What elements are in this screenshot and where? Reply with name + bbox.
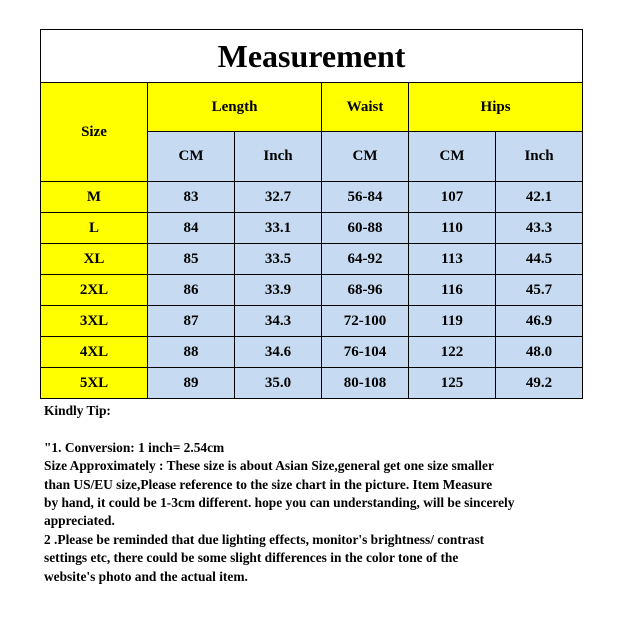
waist-header: Waist	[322, 83, 409, 132]
hips-cm-cell: 107	[409, 182, 496, 213]
length-header: Length	[148, 83, 322, 132]
length-cm-cell: 84	[148, 213, 235, 244]
notes-section	[44, 402, 604, 586]
hips-inch-cell: 42.1	[496, 182, 583, 213]
length-inch-cell: 32.7	[235, 182, 322, 213]
unit-header: Inch	[496, 132, 583, 182]
table-row	[41, 368, 583, 399]
length-cm-cell: 86	[148, 275, 235, 306]
table-row	[41, 275, 583, 306]
waist-cm-cell: 64-92	[322, 244, 409, 275]
hips-cm-cell: 125	[409, 368, 496, 399]
length-inch-cell: 35.0	[235, 368, 322, 399]
hips-inch-cell: 45.7	[496, 275, 583, 306]
hips-cm-cell: 122	[409, 337, 496, 368]
table-row	[41, 213, 583, 244]
hips-inch-cell: 43.3	[496, 213, 583, 244]
chart-title: Measurement	[41, 30, 583, 83]
length-cm-cell: 89	[148, 368, 235, 399]
unit-header: CM	[148, 132, 235, 182]
hips-inch-cell: 44.5	[496, 244, 583, 275]
hips-inch-cell: 48.0	[496, 337, 583, 368]
note-line: website's photo and the actual item.	[44, 568, 248, 584]
waist-cm-cell: 68-96	[322, 275, 409, 306]
note-line: by hand, it could be 1-3cm different. hope you can understanding, will be sincerely	[44, 495, 515, 511]
size-cell: 4XL	[41, 337, 148, 368]
size-cell: 2XL	[41, 275, 148, 306]
note-line: Size Approximately : These size is about Asian Size,general get one size smaller	[44, 458, 494, 474]
unit-header: CM	[409, 132, 496, 182]
hips-inch-cell: 46.9	[496, 306, 583, 337]
length-inch-cell: 33.9	[235, 275, 322, 306]
length-cm-cell: 87	[148, 306, 235, 337]
length-cm-cell: 85	[148, 244, 235, 275]
size-cell: XL	[41, 244, 148, 275]
spacer	[44, 420, 604, 438]
hips-cm-cell: 116	[409, 275, 496, 306]
kindly-tip-label: Kindly Tip:	[44, 403, 111, 418]
hips-cm-cell: 113	[409, 244, 496, 275]
waist-cm-cell: 72-100	[322, 306, 409, 337]
length-inch-cell: 33.5	[235, 244, 322, 275]
table-row	[41, 306, 583, 337]
waist-cm-cell: 80-108	[322, 368, 409, 399]
waist-cm-cell: 76-104	[322, 337, 409, 368]
note-line: "1. Conversion: 1 inch= 2.54cm	[44, 439, 225, 455]
size-header: Size	[41, 83, 148, 182]
note-line: appreciated.	[44, 513, 115, 529]
table-row	[41, 244, 583, 275]
hips-cm-cell: 110	[409, 213, 496, 244]
hips-inch-cell: 49.2	[496, 368, 583, 399]
waist-cm-cell: 60-88	[322, 213, 409, 244]
unit-header: CM	[322, 132, 409, 182]
size-chart-table	[40, 29, 583, 399]
table-row	[41, 182, 583, 213]
note-line: 2 .Please be reminded that due lighting effects, monitor's brightness/ contrast	[44, 531, 485, 547]
length-inch-cell: 34.6	[235, 337, 322, 368]
note-line: settings etc, there could be some slight differences in the color tone of the	[44, 550, 459, 566]
length-inch-cell: 33.1	[235, 213, 322, 244]
size-cell: 3XL	[41, 306, 148, 337]
size-cell: L	[41, 213, 148, 244]
table-row	[41, 337, 583, 368]
length-cm-cell: 83	[148, 182, 235, 213]
length-inch-cell: 34.3	[235, 306, 322, 337]
hips-cm-cell: 119	[409, 306, 496, 337]
hips-header: Hips	[409, 83, 583, 132]
waist-cm-cell: 56-84	[322, 182, 409, 213]
note-line: than US/EU size,Please reference to the size chart in the picture. Item Measure	[44, 476, 493, 492]
size-cell: M	[41, 182, 148, 213]
size-cell: 5XL	[41, 368, 148, 399]
length-cm-cell: 88	[148, 337, 235, 368]
unit-header: Inch	[235, 132, 322, 182]
